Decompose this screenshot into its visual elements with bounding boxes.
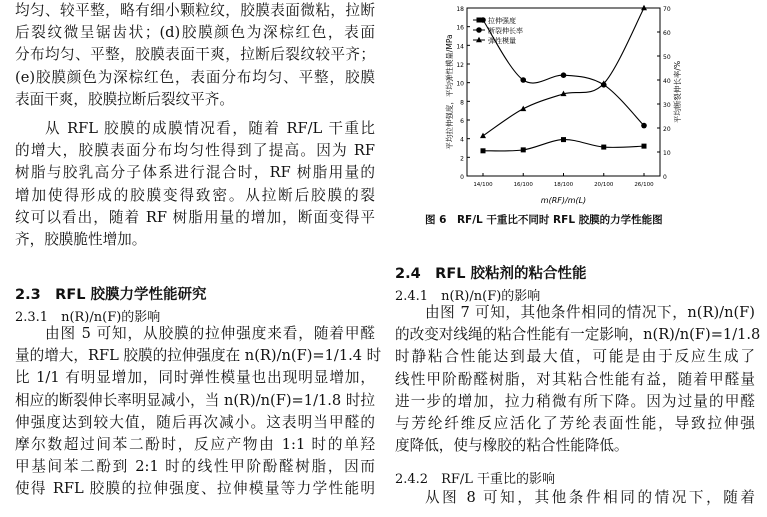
right-tick-label: 70 xyxy=(663,6,671,13)
right-tick-label: 10 xyxy=(663,150,671,157)
right-tick-label: 0 xyxy=(663,174,667,181)
text-line: 比 1/1 有明显增加，同时弹性模量也出现明显增加， xyxy=(15,369,375,387)
x-tick-label: 18/100 xyxy=(553,182,574,188)
right-tick-label: 60 xyxy=(663,30,671,37)
right-tick-label: 50 xyxy=(663,54,671,61)
right-tick-label: 30 xyxy=(663,102,671,109)
data-point xyxy=(601,145,606,150)
text-line: 从 RFL 胶膜的成膜情况看，随着 RF/L 干重比 xyxy=(45,120,375,137)
text-line: 从图 8 可知，其他条件相同的情况下，随着 xyxy=(425,489,755,506)
text-line: 甲基间苯二酚到 2:1 时的线性甲阶酚醛树脂，因而 xyxy=(15,458,375,476)
text-line: 分布均匀、平整，胶膜表面干爽，拉断后裂纹较平齐； xyxy=(15,46,375,64)
text-line: 增加使得形成的胶膜变得致密。从拉断后胶膜的裂 xyxy=(15,186,375,204)
text-line: 进一步的增加，拉力稍微有所下降。因为过量的甲醛 xyxy=(395,392,755,410)
paragraph-3 xyxy=(15,323,382,501)
text-line: 量的增大，RFL 胶膜的拉伸强度在 n(R)/n(F)=1/1.4 时 xyxy=(15,347,382,365)
legend-marker xyxy=(476,27,482,33)
x-tick-label: 14/100 xyxy=(473,182,493,188)
paragraph-1 xyxy=(15,0,375,111)
legend-label: 拉伸强度 xyxy=(488,17,516,25)
right-tick-label: 20 xyxy=(663,126,671,133)
text-line: 伸强度达到较大值，随后再次减小。这表明当甲醛的 xyxy=(15,413,375,431)
y-axis-left-label: 平均拉伸强度，平均弹性模量/MPa xyxy=(445,34,454,150)
data-point xyxy=(642,144,647,149)
left-tick-label: 12 xyxy=(456,62,464,69)
section-heading-2-3: 2.3 RFL 胶膜力学性能研究 xyxy=(15,287,207,303)
left-tick-label: 18 xyxy=(456,6,464,13)
text-line: 时静粘合性能达到最大值，可能是由于反应生成了 xyxy=(395,348,755,366)
text-line: 的改变对线绳的粘合性能有一定影响，n(R)/n(F)=1/1.8 xyxy=(395,326,761,344)
data-point xyxy=(481,148,486,153)
data-point xyxy=(520,77,526,83)
text-line: 摩尔数超过间苯二酚时，反应产物由 1:1 时的单羟 xyxy=(15,435,375,453)
text-line: 表面干爽，胶膜拉断后裂纹平齐。 xyxy=(15,90,234,108)
left-tick-label: 2 xyxy=(460,155,464,163)
left-tick-label: 14 xyxy=(456,43,464,51)
text-line: 均匀、较平整，略有细小颗粒纹，胶膜表面微粘，拉断 xyxy=(15,2,375,19)
left-tick-label: 8 xyxy=(460,99,464,107)
section-heading-2-4: 2.4 RFL 胶粘剂的粘合性能 xyxy=(395,266,587,282)
data-point xyxy=(561,137,566,142)
x-tick-label: 16/100 xyxy=(513,182,533,188)
left-tick-label: 6 xyxy=(460,118,464,125)
left-tick-label: 16 xyxy=(456,24,464,32)
text-line: (e)胶膜颜色为深棕红色，表面分布均匀、平整，胶膜 xyxy=(15,68,375,86)
legend-label: 弹性模量 xyxy=(488,37,516,45)
text-line: 使得 RFL 胶膜的拉伸强度、拉伸模量等力学性能明 xyxy=(15,480,375,498)
data-point xyxy=(641,123,647,129)
text-line: 度降低，使与橡胶的粘合性能降低。 xyxy=(395,437,629,455)
text-line: 由图 7 可知，其他条件相同的情况下，n(R)/n(F) xyxy=(425,304,755,321)
mechanical-properties-chart xyxy=(440,0,760,220)
text-line: 的增大，胶膜表面分布均匀性得到了提高。因为 RF xyxy=(15,142,375,160)
data-point xyxy=(480,133,486,139)
subsection-heading-2-4-1: 2.4.1 n(R)/n(F)的影响 xyxy=(395,289,541,304)
text-line: 与芳纶纤维反应活化了芳纶表面性能，导致拉伸强 xyxy=(395,414,755,432)
paragraph-2 xyxy=(15,118,375,251)
x-tick-label: 26/100 xyxy=(634,182,654,188)
x-tick-label: 20/100 xyxy=(594,182,614,188)
data-point xyxy=(521,147,526,152)
figure-caption: 图 6 RF/L 干重比不同时 RFL 胶膜的力学性能图 xyxy=(425,214,663,226)
x-axis-label: m(RF)/m(L) xyxy=(540,196,587,205)
legend-marker xyxy=(477,18,482,23)
y-axis-right-label: 平均断裂伸长率/% xyxy=(673,60,682,124)
legend-label: 断裂伸长率 xyxy=(488,27,523,35)
right-tick-label: 40 xyxy=(663,78,671,85)
subsection-heading-2-4-2: 2.4.2 RF/L 干重比的影响 xyxy=(395,472,556,487)
text-line: 齐，胶膜脆性增加。 xyxy=(15,230,147,248)
left-tick-label: 10 xyxy=(456,80,464,88)
left-tick-label: 4 xyxy=(460,136,464,144)
paragraph-5 xyxy=(395,487,755,509)
data-point xyxy=(561,72,567,78)
text-line: 纹可以看出，随着 RF 树脂用量的增加，断面变得平 xyxy=(15,208,375,226)
text-line: 树脂与胶乳高分子体系进行混合时，RF 树脂用量的 xyxy=(15,164,375,182)
paragraph-4 xyxy=(395,302,761,457)
text-line: 相应的断裂伸长率明显减小，当 n(R)/n(F)=1/1.8 时拉 xyxy=(15,391,376,409)
left-tick-label: 0 xyxy=(460,174,464,181)
text-line: 线性甲阶酚醛树脂，对其粘合性能有益，随着甲醛量 xyxy=(395,370,755,388)
text-line: 后裂纹微呈锯齿状；(d)胶膜颜色为深棕红色，表面 xyxy=(15,24,375,42)
subsection-heading-2-3-1: 2.3.1 n(R)/n(F)的影响 xyxy=(15,310,161,325)
text-line: 由图 5 可知，从胶膜的拉伸强度来看，随着甲醛 xyxy=(45,325,375,342)
